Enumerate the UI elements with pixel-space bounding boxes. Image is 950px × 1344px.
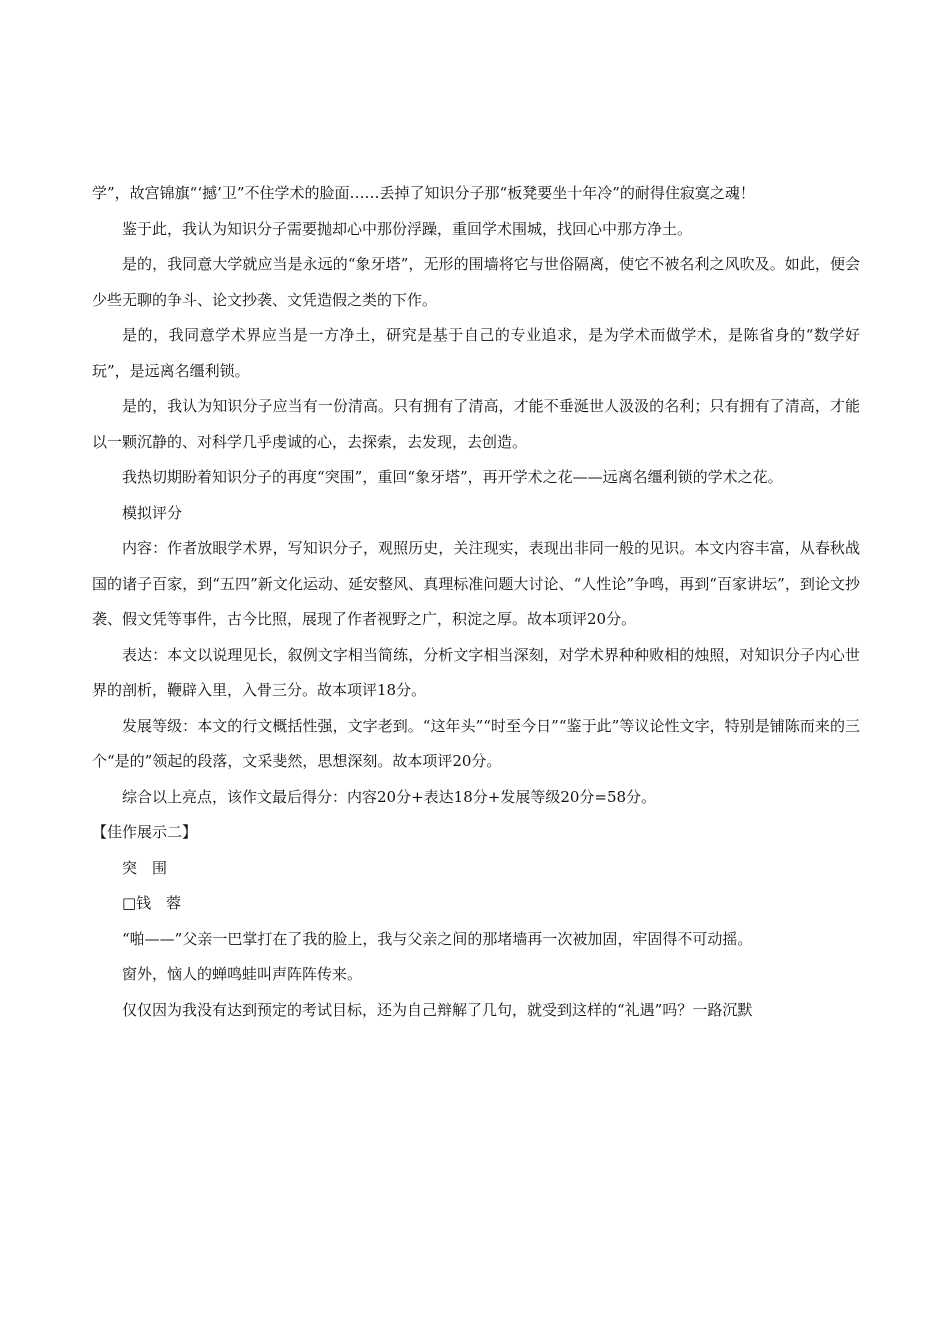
paragraph: 鉴于此，我认为知识分子需要抛却心中那份浮躁，重回学术围城，找回心中那方净土。 [122,219,693,238]
evaluation-development: 发展等级：本文的行文概括性强，文字老到。“这年头”“时至今日”“鉴于此”等议论性文字，特别是铺陈而来的三个“是的”领起的段落，文采斐然，思想深刻。故本项评20分。 [92,716,860,770]
evaluation-title: 模拟评分 [122,503,183,522]
evaluation-content: 内容：作者放眼学术界，写知识分子，观照历史，关注现实，表现出非同一般的见识。本文内容丰富，从春秋战国的诸子百家，到“五四”新文化运动、延安整风、真理标准问题大讨论、“人性论”争鸣，再到“百家讲坛”，到论文抄袭、假文凭等事件，古今比照，展现了作者视野之广，积淀之厚。故本项评20分。 [92,539,860,628]
essay-paragraph: 窗外，恼人的蝉鸣蛙叫声阵阵传来。 [122,965,363,983]
evaluation-expression: 表达：本文以说理见长，叙例文字相当简练，分析文字相当深刻，对学术界种种败相的烛照，对知识分子内心世界的剖析，鞭辟入里，入骨三分。故本项评18分。 [92,645,860,699]
document-page [92,176,860,1028]
essay-author: □钱 蓉 [122,894,182,912]
paragraph-continuation: 学”，故宫锦旗“‘撼’卫”不住学术的脸面……丢掉了知识分子那“板凳要坐十年冷”的耐得住寂寞之魂！ [92,184,755,202]
essay-paragraph: 仅仅因为我没有达到预定的考试目标，还为自己辩解了几句，就受到这样的“礼遇”吗？一路沉默 [122,1000,753,1019]
essay-title: 突 围 [122,858,168,877]
section-heading: 【佳作展示二】 [92,823,198,841]
evaluation-total: 综合以上亮点，该作文最后得分：内容20分+表达18分+发展等级20分=58分。 [122,787,657,806]
paragraph: 是的，我同意学术界应当是一方净土，研究是基于自己的专业追求，是为学术而做学术，是陈省身的“数学好玩”，是远离名缰利锁。 [92,326,860,380]
paragraph: 是的，我同意大学就应当是永远的“象牙塔”，无形的围墙将它与世俗隔离，使它不被名利之风吹及。如此，便会少些无聊的争斗、论文抄袭、文凭造假之类的下作。 [92,255,860,309]
paragraph: 我热切期盼着知识分子的再度“突围”，重回“象牙塔”，再开学术之花——远离名缰利锁的学术之花。 [122,468,783,486]
paragraph: 是的，我认为知识分子应当有一份清高。只有拥有了清高，才能不垂涎世人汲汲的名利；只有拥有了清高，才能以一颗沉静的、对科学几乎虔诚的心，去探索，去发现，去创造。 [92,397,860,451]
essay-paragraph: “啪——”父亲一巴掌打在了我的脸上，我与父亲之间的那堵墙再一次被加固，牢固得不可动摇。 [122,929,753,948]
